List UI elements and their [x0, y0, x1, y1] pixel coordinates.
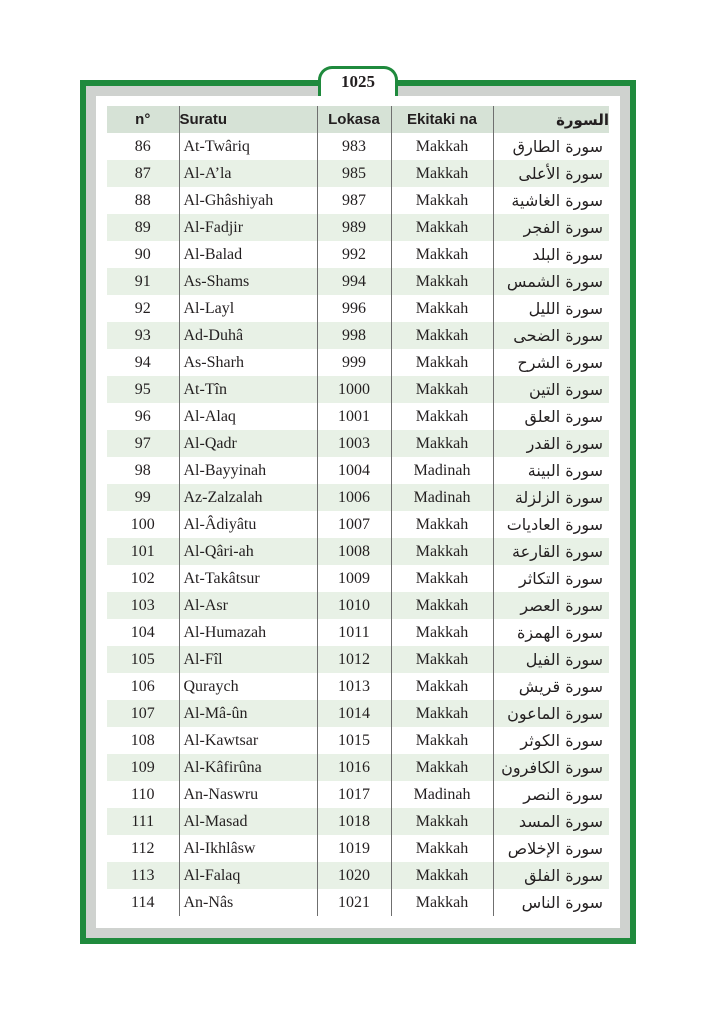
cell-place: Makkah: [391, 538, 493, 565]
cell-arabic-name: سورة المسد: [493, 808, 609, 835]
cell-number: 95: [107, 376, 179, 403]
cell-page: 1013: [317, 673, 391, 700]
table-row: [107, 727, 609, 754]
cell-arabic-name: سورة الماعون: [493, 700, 609, 727]
cell-arabic-name: سورة الإخلاص: [493, 835, 609, 862]
table-row: [107, 646, 609, 673]
table-row: [107, 133, 609, 160]
table-row: [107, 322, 609, 349]
cell-page: 989: [317, 214, 391, 241]
cell-place: Makkah: [391, 889, 493, 916]
cell-place: Makkah: [391, 295, 493, 322]
cell-number: 89: [107, 214, 179, 241]
cell-page: 1007: [317, 511, 391, 538]
cell-number: 86: [134, 137, 151, 155]
cell-place: Makkah: [391, 160, 493, 187]
cell-surah-name: Al-Qadr: [179, 430, 317, 457]
cell-arabic-name: سورة القارعة: [493, 538, 609, 565]
cell-surah-name: Al-Alaq: [179, 403, 317, 430]
cell-arabic-name: سورة الضحى: [493, 322, 609, 349]
table-body: [107, 133, 609, 916]
cell-page: 992: [317, 241, 391, 268]
table-row: [107, 160, 609, 187]
table-row: [107, 214, 609, 241]
header-place: Ekitaki na: [391, 106, 493, 133]
cell-place: Makkah: [391, 808, 493, 835]
cell-page: 1016: [317, 754, 391, 781]
cell-arabic-name: سورة قريش: [493, 673, 609, 700]
cell-page: 987: [317, 187, 391, 214]
cell-number: 112: [131, 839, 155, 857]
table-row: [107, 187, 609, 214]
cell-surah-name: Al-Ghâshiyah: [179, 187, 317, 214]
cell-page: 998: [317, 322, 391, 349]
cell-page: 1006: [317, 484, 391, 511]
table-row: [107, 538, 609, 565]
cell-number: 92: [134, 299, 151, 317]
table-row: [107, 376, 609, 403]
cell-arabic-name: سورة الغاشية: [493, 187, 609, 214]
cell-page: 1020: [317, 862, 391, 889]
cell-surah-name: At-Tîn: [179, 376, 317, 403]
cell-place: Makkah: [391, 322, 493, 349]
cell-surah-name: At-Twâriq: [179, 133, 317, 160]
cell-place: Makkah: [391, 430, 493, 457]
cell-number: 106: [130, 677, 155, 695]
page-number: 1025: [341, 72, 375, 91]
cell-surah-name: Al-Layl: [179, 295, 317, 322]
cell-number: 87: [107, 160, 179, 187]
table-row: [107, 889, 609, 916]
cell-page: 985: [317, 160, 391, 187]
cell-number: 111: [107, 808, 179, 835]
cell-number: 107: [107, 700, 179, 727]
cell-surah-name: An-Nâs: [179, 889, 317, 916]
cell-place: Madinah: [391, 457, 493, 484]
cell-surah-name: As-Shams: [179, 268, 317, 295]
cell-arabic-name: سورة الشمس: [493, 268, 609, 295]
cell-page: 1014: [317, 700, 391, 727]
cell-place: Makkah: [391, 754, 493, 781]
cell-arabic-name: سورة العلق: [493, 403, 609, 430]
cell-place: Makkah: [391, 403, 493, 430]
table-row: [107, 619, 609, 646]
cell-surah-name: Al-Kâfirûna: [179, 754, 317, 781]
surah-table: [107, 106, 609, 916]
cell-number: 91: [107, 268, 179, 295]
cell-place: Makkah: [391, 376, 493, 403]
table-row: [107, 484, 609, 511]
cell-number: 108: [130, 731, 155, 749]
cell-surah-name: Al-Bayyinah: [179, 457, 317, 484]
cell-arabic-name: سورة التكاثر: [493, 565, 609, 592]
cell-number: 113: [107, 862, 179, 889]
table-row: [107, 700, 609, 727]
cell-number: 102: [130, 569, 155, 587]
cell-place: Makkah: [391, 511, 493, 538]
header-arabic: السورة: [493, 106, 609, 133]
cell-arabic-name: سورة الفيل: [493, 646, 609, 673]
cell-arabic-name: سورة التين: [493, 376, 609, 403]
table-row: [107, 835, 609, 862]
cell-place: Makkah: [391, 835, 493, 862]
cell-page: 1004: [317, 457, 391, 484]
cell-number: 94: [134, 353, 151, 371]
cell-arabic-name: سورة الكوثر: [493, 727, 609, 754]
cell-number: 104: [130, 623, 155, 641]
header-page: Lokasa: [317, 106, 391, 133]
cell-page: 1012: [317, 646, 391, 673]
cell-page: 1001: [317, 403, 391, 430]
table-row: [107, 754, 609, 781]
cell-arabic-name: سورة القدر: [493, 430, 609, 457]
cell-arabic-name: سورة الناس: [493, 889, 609, 916]
cell-number: 101: [107, 538, 179, 565]
cell-place: Makkah: [391, 268, 493, 295]
cell-place: Makkah: [391, 700, 493, 727]
cell-place: Makkah: [391, 565, 493, 592]
cell-place: Makkah: [391, 241, 493, 268]
cell-arabic-name: سورة البينة: [493, 457, 609, 484]
cell-arabic-name: سورة الهمزة: [493, 619, 609, 646]
header-surah: Suratu: [179, 106, 317, 133]
table-row: [107, 592, 609, 619]
cell-surah-name: Ad-Duhâ: [179, 322, 317, 349]
cell-number: 100: [130, 515, 155, 533]
cell-place: Makkah: [391, 349, 493, 376]
cell-arabic-name: سورة العصر: [493, 592, 609, 619]
cell-surah-name: Az-Zalzalah: [179, 484, 317, 511]
cell-surah-name: Al-Asr: [179, 592, 317, 619]
cell-surah-name: Al-Qâri-ah: [179, 538, 317, 565]
cell-surah-name: Al-Fadjir: [179, 214, 317, 241]
cell-number: 97: [107, 430, 179, 457]
cell-surah-name: Al-A’la: [179, 160, 317, 187]
table-row: [107, 403, 609, 430]
cell-surah-name: Al-Fîl: [179, 646, 317, 673]
cell-place: Makkah: [391, 673, 493, 700]
cell-arabic-name: سورة الفجر: [493, 214, 609, 241]
cell-surah-name: At-Takâtsur: [179, 565, 317, 592]
cell-number: 110: [131, 785, 155, 803]
cell-place: Madinah: [391, 781, 493, 808]
cell-page: 994: [317, 268, 391, 295]
cell-number: 88: [134, 191, 151, 209]
cell-place: Makkah: [391, 646, 493, 673]
cell-number: 105: [107, 646, 179, 673]
cell-surah-name: Al-Âdiyâtu: [179, 511, 317, 538]
cell-surah-name: Al-Balad: [179, 241, 317, 268]
table-row: [107, 457, 609, 484]
cell-arabic-name: سورة البلد: [493, 241, 609, 268]
cell-number: 114: [131, 893, 155, 911]
cell-page: 1021: [317, 889, 391, 916]
cell-number: 99: [107, 484, 179, 511]
cell-surah-name: Al-Humazah: [179, 619, 317, 646]
table-row: [107, 565, 609, 592]
cell-arabic-name: سورة الفلق: [493, 862, 609, 889]
cell-page: 1008: [317, 538, 391, 565]
cell-arabic-name: سورة الكافرون: [493, 754, 609, 781]
cell-place: Makkah: [391, 214, 493, 241]
cell-place: Makkah: [391, 619, 493, 646]
cell-page: 1010: [317, 592, 391, 619]
cell-page: 983: [317, 133, 391, 160]
cell-arabic-name: سورة الشرح: [493, 349, 609, 376]
cell-arabic-name: سورة الأعلى: [493, 160, 609, 187]
cell-place: Makkah: [391, 187, 493, 214]
cell-arabic-name: سورة النصر: [493, 781, 609, 808]
cell-surah-name: Al-Masad: [179, 808, 317, 835]
table-row: [107, 349, 609, 376]
table-header-row: [107, 106, 609, 133]
cell-page: 1011: [317, 619, 391, 646]
cell-surah-name: Al-Ikhlâsw: [179, 835, 317, 862]
cell-surah-name: Al-Kawtsar: [179, 727, 317, 754]
cell-number: 93: [107, 322, 179, 349]
table-row: [107, 268, 609, 295]
cell-number: 98: [134, 461, 151, 479]
cell-number: 103: [107, 592, 179, 619]
cell-page: 1003: [317, 430, 391, 457]
cell-surah-name: As-Sharh: [179, 349, 317, 376]
cell-number: 90: [134, 245, 151, 263]
table-row: [107, 673, 609, 700]
cell-place: Makkah: [391, 727, 493, 754]
table-row: [107, 430, 609, 457]
cell-place: Makkah: [391, 592, 493, 619]
cell-page: 1019: [317, 835, 391, 862]
cell-place: Makkah: [391, 133, 493, 160]
table-row: [107, 808, 609, 835]
cell-page: 1009: [317, 565, 391, 592]
table-row: [107, 862, 609, 889]
cell-page: 999: [317, 349, 391, 376]
table-row: [107, 511, 609, 538]
table-row: [107, 295, 609, 322]
cell-page: 1015: [317, 727, 391, 754]
cell-surah-name: Quraych: [179, 673, 317, 700]
cell-arabic-name: سورة الليل: [493, 295, 609, 322]
cell-page: 996: [317, 295, 391, 322]
cell-arabic-name: سورة الطارق: [493, 133, 609, 160]
cell-surah-name: Al-Falaq: [179, 862, 317, 889]
cell-surah-name: An-Naswru: [179, 781, 317, 808]
cell-arabic-name: سورة العاديات: [493, 511, 609, 538]
cell-page: 1018: [317, 808, 391, 835]
cell-surah-name: Al-Mâ-ûn: [179, 700, 317, 727]
cell-place: Makkah: [391, 862, 493, 889]
cell-page: 1017: [317, 781, 391, 808]
table-row: [107, 781, 609, 808]
cell-number: 109: [107, 754, 179, 781]
cell-arabic-name: سورة الزلزلة: [493, 484, 609, 511]
table-row: [107, 241, 609, 268]
page-number-tab: [318, 66, 398, 96]
cell-page: 1000: [317, 376, 391, 403]
cell-place: Madinah: [391, 484, 493, 511]
cell-number: 96: [134, 407, 151, 425]
header-number: n°: [107, 106, 179, 133]
